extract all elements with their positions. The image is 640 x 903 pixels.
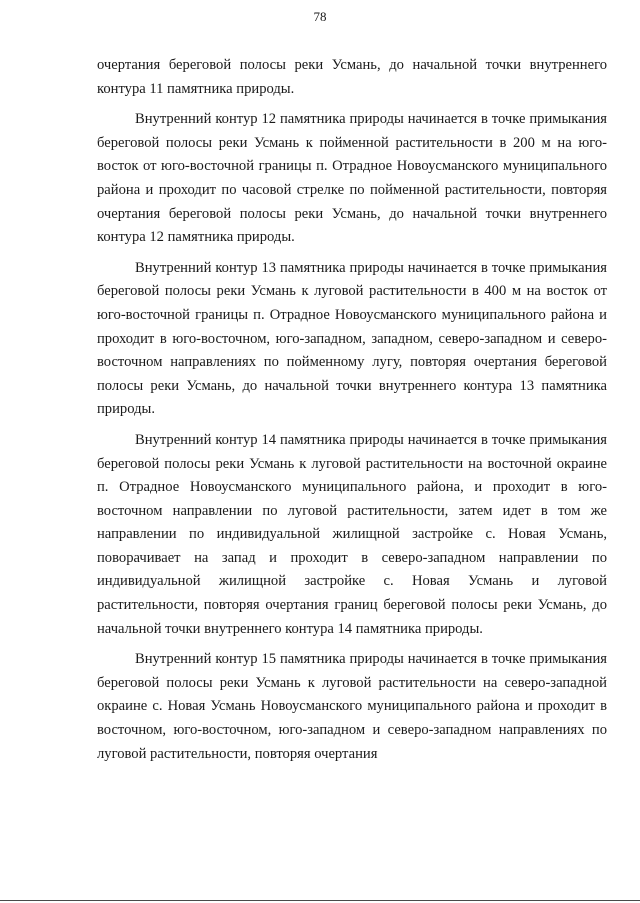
paragraph-contour-15: Внутренний контур 15 памятника природы начинается в точке примыкания береговой полосы реки Усмань к луговой растительности на северо-западной окраине с. Новая Усмань Новоусманского муниципального района и проходит в восточном, юго-восточном, юго-западном и северо-западном направлениях по луговой растительности, повторяя очертания (97, 651, 607, 762)
page-number: 78 (313, 9, 327, 24)
paragraph-contour-12: Внутренний контур 12 памятника природы начинается в точке примыкания береговой полосы реки Усмань к пойменной растительности в 200 м на юго-восток от юго-восточной границы п. Отрадное Новоусманского муниципального района и проходит по часовой стрелке по пойменной растительности, повторяя очертания береговой полосы реки Усмань, до начальной точки внутреннего контура 12 памятника природы. (97, 111, 607, 246)
document-body (97, 54, 607, 773)
paragraph-continuation: очертания береговой полосы реки Усмань, до начальной точки внутреннего контура 11 памятника природы. (97, 57, 607, 97)
paragraph-contour-13: Внутренний контур 13 памятника природы начинается в точке примыкания береговой полосы реки Усмань к луговой растительности в 400 м на восток от юго-восточной границы п. Отрадное Новоусманского муниципального района и проходит в юго-восточном, юго-западном, западном, северо-западном и северо-восточном направлениях по пойменному лугу, повторяя очертания береговой полосы реки Усмань, до начальной точки внутреннего контура 13 памятника природы. (97, 259, 607, 418)
scan-edge-line (0, 900, 640, 901)
paragraph-contour-14: Внутренний контур 14 памятника природы начинается в точке примыкания береговой полосы реки Усмань к луговой растительности на восточной окраине п. Отрадное Новоусманского муниципального района, и проходит в юго-восточном направлении по луговой растительности, затем идет в том же направлении по индивидуальной жилищной застройке с. Новая Усмань, поворачивает на запад и проходит в северо-западном направлении по индивидуальной жилищной застройке с. Новая Усмань и луговой растительности, повторяя очертания границ береговой полосы реки Усмань, до начальной точки внутреннего контура 14 памятника природы. (97, 431, 607, 637)
